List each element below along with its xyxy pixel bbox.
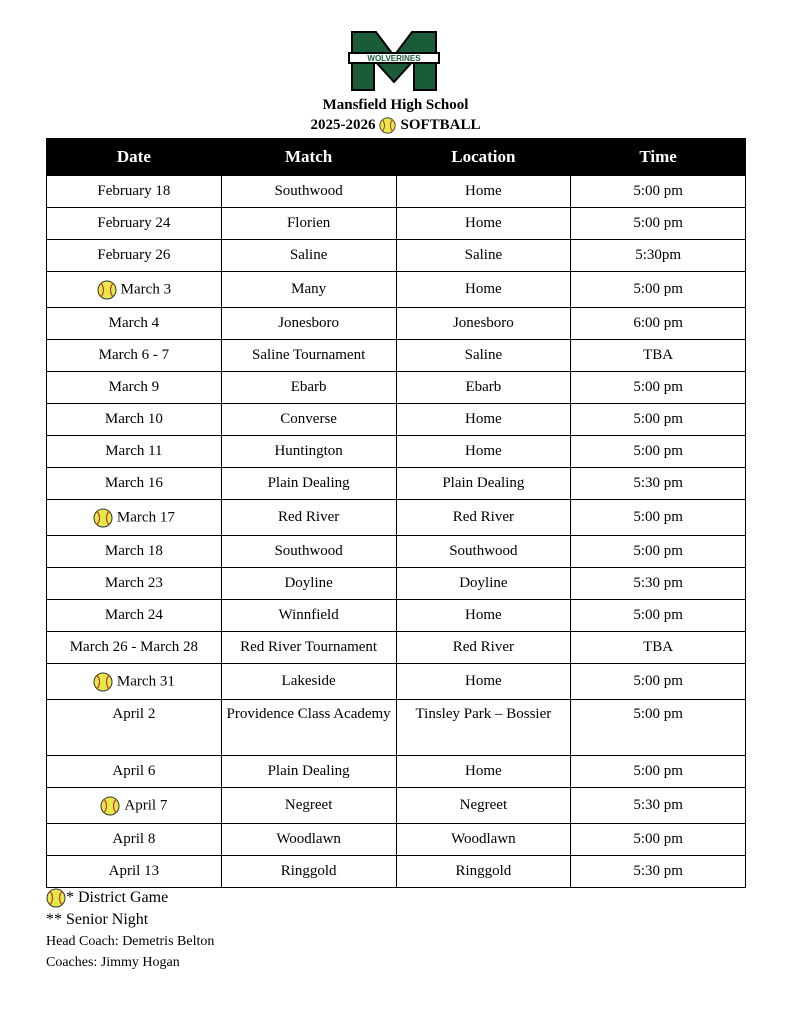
cell-location: Negreet (396, 788, 571, 824)
coaches: Coaches: Jimmy Hogan (46, 955, 180, 970)
cell-match: Ringgold (221, 856, 396, 888)
cell-match: Woodlawn (221, 824, 396, 856)
cell-time: 5:30 pm (571, 856, 746, 888)
cell-match: Saline (221, 240, 396, 272)
cell-date: February 26 (47, 240, 222, 272)
table-row (47, 756, 746, 788)
cell-match: Florien (221, 208, 396, 240)
cell-match: Many (221, 272, 396, 308)
cell-location: Red River (396, 632, 571, 664)
cell-match: Southwood (221, 176, 396, 208)
table-row (47, 176, 746, 208)
table-row (47, 240, 746, 272)
cell-match: Red River Tournament (221, 632, 396, 664)
cell-date: April 13 (47, 856, 222, 888)
season-title (0, 117, 791, 134)
table-row (47, 568, 746, 600)
legend-senior-night: ** Senior Night (46, 911, 149, 928)
column-header-match: Match (221, 139, 396, 176)
table-row (47, 856, 746, 888)
cell-date: March 23 (47, 568, 222, 600)
cell-match: Doyline (221, 568, 396, 600)
cell-time: 5:00 pm (571, 436, 746, 468)
cell-match: Winnfield (221, 600, 396, 632)
sport-name: SOFTBALL (400, 117, 481, 133)
cell-time: 5:30pm (571, 240, 746, 272)
table-row (47, 404, 746, 436)
date-text: March 31 (116, 672, 175, 689)
cell-date (47, 272, 222, 308)
cell-time: TBA (571, 340, 746, 372)
date-text: March 17 (116, 508, 175, 525)
cell-time: 5:00 pm (571, 600, 746, 632)
cell-match: Red River (221, 500, 396, 536)
table-row (47, 632, 746, 664)
cell-location: Home (396, 208, 571, 240)
softball-icon (379, 117, 396, 134)
cell-date: April 2 (47, 700, 222, 756)
cell-location: Ringgold (396, 856, 571, 888)
cell-date: March 11 (47, 436, 222, 468)
softball-icon (100, 796, 120, 816)
cell-time: 5:00 pm (571, 756, 746, 788)
date-text: March 3 (120, 280, 172, 297)
cell-date: March 9 (47, 372, 222, 404)
cell-date (47, 664, 222, 700)
cell-time: 5:00 pm (571, 700, 746, 756)
cell-match: Converse (221, 404, 396, 436)
cell-date (47, 788, 222, 824)
cell-time: 6:00 pm (571, 308, 746, 340)
head-coach: Head Coach: Demetris Belton (46, 934, 215, 949)
cell-location: Doyline (396, 568, 571, 600)
table-row (47, 788, 746, 824)
table-header-row (47, 139, 746, 176)
wolverines-logo (348, 30, 440, 92)
softball-icon (97, 280, 117, 300)
table-row (47, 272, 746, 308)
cell-match: Lakeside (221, 664, 396, 700)
cell-location: Ebarb (396, 372, 571, 404)
cell-time: 5:00 pm (571, 176, 746, 208)
logo-text: WOLVERINES (367, 54, 421, 63)
cell-location: Red River (396, 500, 571, 536)
cell-location: Saline (396, 340, 571, 372)
cell-time: 5:00 pm (571, 536, 746, 568)
cell-date: March 16 (47, 468, 222, 500)
cell-time: 5:00 pm (571, 500, 746, 536)
softball-icon (93, 508, 113, 528)
legend-district (46, 888, 168, 908)
cell-match: Plain Dealing (221, 756, 396, 788)
cell-time: 5:00 pm (571, 664, 746, 700)
season-years: 2025-2026 (310, 117, 376, 133)
cell-location: Woodlawn (396, 824, 571, 856)
schedule-table (46, 138, 746, 888)
cell-date: February 24 (47, 208, 222, 240)
cell-location: Home (396, 600, 571, 632)
cell-date: February 18 (47, 176, 222, 208)
column-header-date: Date (47, 139, 222, 176)
softball-icon (93, 672, 113, 692)
cell-location: Home (396, 176, 571, 208)
cell-location: Tinsley Park – Bossier (396, 700, 571, 756)
cell-date: April 6 (47, 756, 222, 788)
cell-date: March 4 (47, 308, 222, 340)
cell-location: Saline (396, 240, 571, 272)
table-row (47, 436, 746, 468)
cell-time: 5:00 pm (571, 272, 746, 308)
cell-date: March 6 - 7 (47, 340, 222, 372)
cell-location: Home (396, 404, 571, 436)
table-row (47, 536, 746, 568)
cell-location: Home (396, 272, 571, 308)
table-row (47, 308, 746, 340)
table-row (47, 600, 746, 632)
cell-location: Home (396, 664, 571, 700)
cell-date: April 8 (47, 824, 222, 856)
cell-location: Home (396, 756, 571, 788)
table-row (47, 208, 746, 240)
cell-match: Ebarb (221, 372, 396, 404)
legend-district-text: * District Game (66, 889, 169, 906)
cell-time: 5:00 pm (571, 824, 746, 856)
table-row (47, 340, 746, 372)
cell-date: March 18 (47, 536, 222, 568)
cell-location: Jonesboro (396, 308, 571, 340)
table-row (47, 500, 746, 536)
table-row (47, 372, 746, 404)
cell-time: 5:00 pm (571, 372, 746, 404)
table-row (47, 824, 746, 856)
cell-match: Providence Class Academy (221, 700, 396, 756)
cell-location: Southwood (396, 536, 571, 568)
cell-match: Saline Tournament (221, 340, 396, 372)
cell-match: Negreet (221, 788, 396, 824)
cell-match: Plain Dealing (221, 468, 396, 500)
cell-match: Huntington (221, 436, 396, 468)
cell-match: Southwood (221, 536, 396, 568)
cell-time: 5:30 pm (571, 788, 746, 824)
cell-location: Home (396, 436, 571, 468)
cell-time: 5:00 pm (571, 208, 746, 240)
cell-match: Jonesboro (221, 308, 396, 340)
table-row (47, 664, 746, 700)
column-header-location: Location (396, 139, 571, 176)
cell-time: 5:00 pm (571, 404, 746, 436)
cell-time: 5:30 pm (571, 468, 746, 500)
school-name: Mansfield High School (322, 97, 469, 113)
softball-icon (46, 888, 66, 908)
date-text: April 7 (124, 796, 168, 813)
table-row (47, 468, 746, 500)
cell-time: TBA (571, 632, 746, 664)
cell-location: Plain Dealing (396, 468, 571, 500)
column-header-time: Time (571, 139, 746, 176)
cell-date: March 26 - March 28 (47, 632, 222, 664)
table-row (47, 700, 746, 756)
cell-date: March 24 (47, 600, 222, 632)
cell-time: 5:30 pm (571, 568, 746, 600)
cell-date: March 10 (47, 404, 222, 436)
cell-date (47, 500, 222, 536)
